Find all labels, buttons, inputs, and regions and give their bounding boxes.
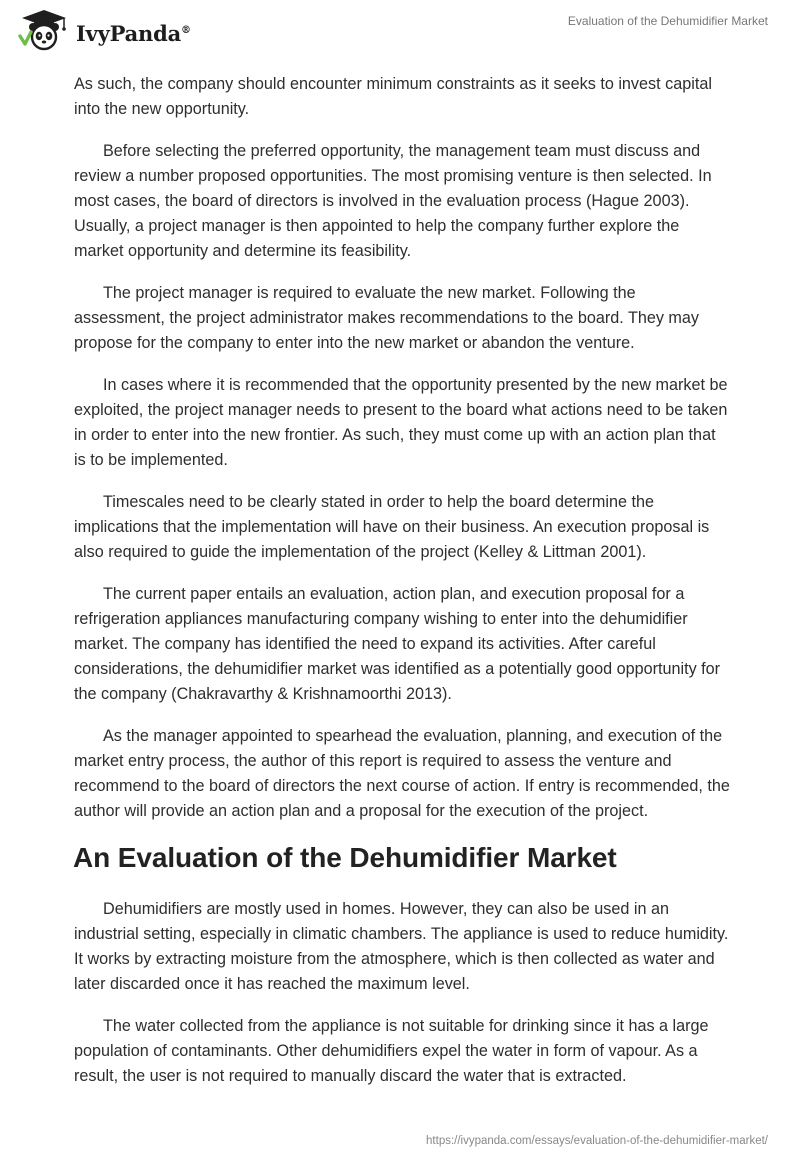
paragraph: Dehumidifiers are mostly used in homes. However, they can also be used in an industrial setting, especially in climatic chambers. The appliance is used to reduce humidity. It works by extracting moisture from the atmosphere, which is then collected as water and later discarded once it has reached the maximum level.: [74, 900, 729, 993]
source-url-link[interactable]: https://ivypanda.com/essays/evaluation-of-the-dehumidifier-market/: [426, 1135, 768, 1147]
paragraph: As the manager appointed to spearhead the evaluation, planning, and execution of the market entry process, the author of this report is required to assess the venture and recommend to the board of directors the next course of action. If entry is recommended, the author will provide an action plan and a proposal for the execution of the project.: [74, 727, 730, 820]
section-heading: An Evaluation of the Dehumidifier Market: [73, 842, 617, 873]
article-body: [74, 72, 730, 1106]
paragraph: The current paper entails an evaluation, action plan, and execution proposal for a refrigeration appliances manufacturing company wishing to enter into the dehumidifier market. The company has identified the need to expand its activities. After careful considerations, the dehumidifier market was identified as a potentially good opportunity for the company (Chakravarthy & Krishnamoorthi 2013).: [74, 585, 721, 703]
paragraph: As such, the company should encounter minimum constraints as it seeks to invest capital into the new opportunity.: [74, 75, 712, 118]
paragraph: Timescales need to be clearly stated in order to help the board determine the implications that the implementation will have on their business. An execution proposal is also required to guide the implementation of the project (Kelley & Littman 2001).: [74, 493, 710, 561]
paragraph: Before selecting the preferred opportunity, the management team must discuss and review a number proposed opportunities. The most promising venture is then selected. In most cases, the board of directors is involved in the evaluation process (Hague 2003). Usually, a project manager is then appointed to help the company further explore the market opportunity and determine its feasibility.: [74, 142, 712, 260]
document-title: Evaluation of the Dehumidifier Market: [567, 14, 768, 28]
brand-name: [76, 21, 191, 46]
registered-mark: ®: [181, 24, 191, 36]
paragraph: The water collected from the appliance is not suitable for drinking since it has a large population of contaminants. Other dehumidifiers expel the water in form of vapour. As a result, the user is not required to manually discard the water that is extracted.: [74, 1017, 709, 1085]
paragraph: The project manager is required to evaluate the new market. Following the assessment, the project administrator makes recommendations to the board. They may propose for the company to enter into the new market or abandon the venture.: [74, 284, 700, 352]
page-header: [0, 0, 800, 70]
paragraph: In cases where it is recommended that the opportunity presented by the new market be exploited, the project manager needs to present to the board what actions need to be taken in order to enter into the new frontier. As such, they must come up with an action plan that is to be implemented.: [74, 376, 728, 469]
brand-name-text: IvyPanda: [76, 20, 182, 46]
panda-graduation-cap-icon: [14, 8, 72, 52]
brand-logo-link[interactable]: [14, 8, 191, 52]
